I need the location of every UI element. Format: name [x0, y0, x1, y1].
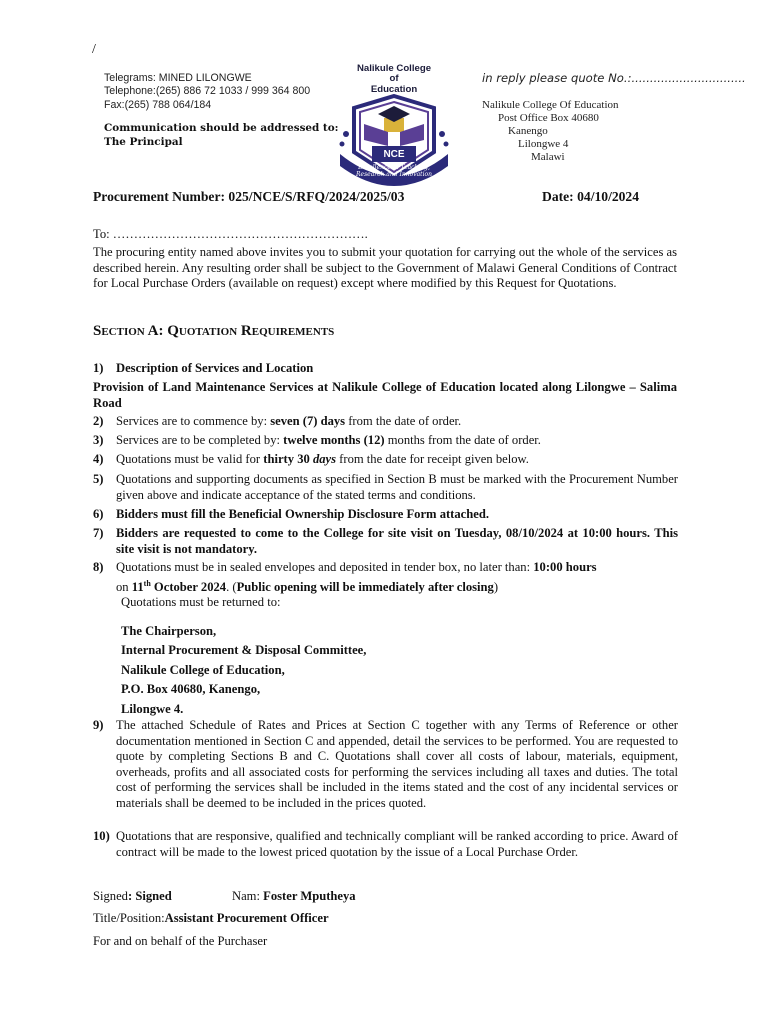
- item-8-paren-close: ): [493, 579, 499, 594]
- page-mark: /: [92, 42, 96, 57]
- item-2-bold: seven (7) days: [270, 414, 346, 428]
- title-line: [93, 911, 329, 926]
- item-5-text: Quotations and supporting documents as specified in Section B must be marked with the Procurement Number given above and indicate acceptance of the stated terms and conditions.: [116, 472, 678, 502]
- logo-motto-line2: Research and Innovation: [356, 171, 432, 178]
- item-8-paren-open: . (: [226, 579, 237, 594]
- item-1-number: 1): [93, 361, 104, 375]
- item-4-number: 4): [93, 452, 104, 466]
- communication-to: The Principal: [104, 135, 183, 148]
- item-8-public-opening: Public opening will be immediately after closing: [236, 579, 494, 594]
- item-2-text: [116, 414, 678, 430]
- addressee-line: P.O. Box 40680, Kanengo,: [121, 682, 261, 697]
- item-3-number: 3): [93, 433, 104, 447]
- address-line4: Lilongwe 4: [518, 138, 569, 150]
- signed-label: Signed: [93, 889, 128, 903]
- logo-title-line1: Nalikule College: [356, 63, 432, 74]
- addressee-block: [121, 622, 366, 719]
- item-3-post: months from the date of order.: [384, 433, 541, 447]
- title-value: Assistant Procurement Officer: [164, 911, 329, 925]
- college-logo: [332, 64, 456, 192]
- item-3-text: [116, 433, 678, 449]
- item-7-number: 7): [93, 526, 104, 540]
- item-8-number: 8): [93, 560, 104, 574]
- item-9-text: The attached Schedule of Rates and Prices at Section C together with any Terms of Reference or other documentation mentioned in Section C and appended, detail the services to be performed. You are requested to quote by completing Sections B and C. Quotations shall cover all costs of labour, materials, equipment, overheads, profits and all associated costs for performing the services including all taxes and duties. The total cost of performing the services shall be included in the items stated and the cost of any incidental services or materials shall be deemed to be included in the prices quoted.: [116, 718, 678, 810]
- item-10-text: Quotations that are responsive, qualified and technically compliant will be ranked according to price. Award of contract will be made to the lowest priced quotation by the issue of a Local Purchase Order.: [116, 829, 678, 859]
- contact-block: [104, 72, 310, 112]
- returned-to-text: Quotations must be returned to:: [121, 595, 281, 609]
- item-4-bold: thirty 30: [263, 452, 313, 466]
- item-3-pre: Services are to be completed by:: [116, 433, 284, 447]
- to-line: To: …………………………………………………….: [93, 227, 368, 241]
- item-6-number: 6): [93, 507, 104, 521]
- item-8-text: [116, 560, 678, 595]
- intro-paragraph: The procuring entity named above invites you to submit your quotation for carrying out the whole of the services as described herein. Any resulting order shall be subject to the Government of Malawi General Conditions of Contract for Local Purchase Orders (available on request) except where modified by this Request for Quotations.: [93, 245, 677, 291]
- addressee-line: The Chairperson,: [121, 624, 217, 638]
- item-2-pre: Services are to commence by:: [116, 414, 271, 428]
- item-4-text: [116, 452, 678, 468]
- logo-title-line3: Education: [370, 83, 418, 95]
- addressee-line: Nalikule College of Education,: [121, 662, 285, 677]
- item-4-bold-italic: days: [312, 452, 337, 466]
- procurement-number: Procurement Number: 025/NCE/S/RFQ/2024/2025/03: [93, 189, 405, 204]
- reply-quote: in reply please quote No.:...............................: [482, 71, 746, 85]
- logo-motto-line1: Excellence in Teaching,: [358, 164, 430, 171]
- item-8-pre: Quotations must be in sealed envelopes and deposited in tender box, no later than:: [116, 560, 534, 574]
- item-6-text: Bidders must fill the Beneficial Ownership Disclosure Form attached.: [116, 507, 490, 521]
- name-line: [232, 889, 356, 904]
- item-4-pre: Quotations must be valid for: [116, 452, 264, 466]
- telegrams-text: Telegrams: MINED LILONGWE: [104, 72, 252, 84]
- fax-text: Fax:(265) 788 064/184: [104, 98, 212, 111]
- addressee-line: Lilongwe 4.: [121, 701, 184, 716]
- item-8-day: 11: [131, 579, 144, 594]
- item-8-day-suffix: th: [143, 578, 151, 588]
- behalf-line: For and on behalf of the Purchaser: [93, 934, 268, 948]
- communication-block: [104, 122, 338, 149]
- signed-value: : Signed: [127, 889, 172, 903]
- item-9-number: 9): [93, 718, 104, 732]
- addressee-line: Internal Procurement & Disposal Committee,: [121, 643, 367, 658]
- item-2-post: from the date of order.: [345, 414, 462, 428]
- address-line5: Malawi: [531, 151, 565, 163]
- title-label: Title/Position:: [93, 911, 165, 925]
- logo-title-line2: of: [389, 73, 399, 85]
- item-10-number: 10): [93, 829, 110, 843]
- section-a-heading: Section A: Quotation Requirements: [93, 323, 335, 339]
- name-label: Nam:: [232, 889, 264, 903]
- item-2-number: 2): [93, 414, 104, 428]
- item-7-text: Bidders are requested to come to the College for site visit on Tuesday, 08/10/2024 at 10:00 hours. This site visit is not mandatory.: [116, 526, 678, 556]
- telephone-text: Telephone:(265) 886 72 1033 / 999 364 800: [104, 85, 311, 98]
- address-line1: Nalikule College Of Education: [482, 99, 619, 111]
- item-1-title: Description of Services and Location: [116, 361, 314, 375]
- item-8-month: October 2024: [150, 579, 227, 594]
- item-5-number: 5): [93, 472, 104, 486]
- logo-initials: NCE: [383, 149, 405, 160]
- document-date: Date: 04/10/2024: [542, 189, 640, 204]
- item-4-post: from the date for receipt given below.: [336, 452, 529, 466]
- item-8-time: 10:00 hours: [533, 560, 597, 574]
- address-line3: Kanengo: [508, 125, 548, 137]
- signed-line: [93, 889, 172, 904]
- name-value: Foster Mputheya: [263, 889, 356, 903]
- item-1-description: Provision of Land Maintenance Services at Nalikule College of Education located along Lilongwe – Salima Road: [93, 380, 677, 410]
- address-line2: Post Office Box 40680: [498, 112, 599, 124]
- item-8-on: on: [116, 579, 132, 594]
- communication-label: Communication should be addressed to:: [104, 122, 339, 134]
- item-3-bold: twelve months (12): [283, 433, 385, 447]
